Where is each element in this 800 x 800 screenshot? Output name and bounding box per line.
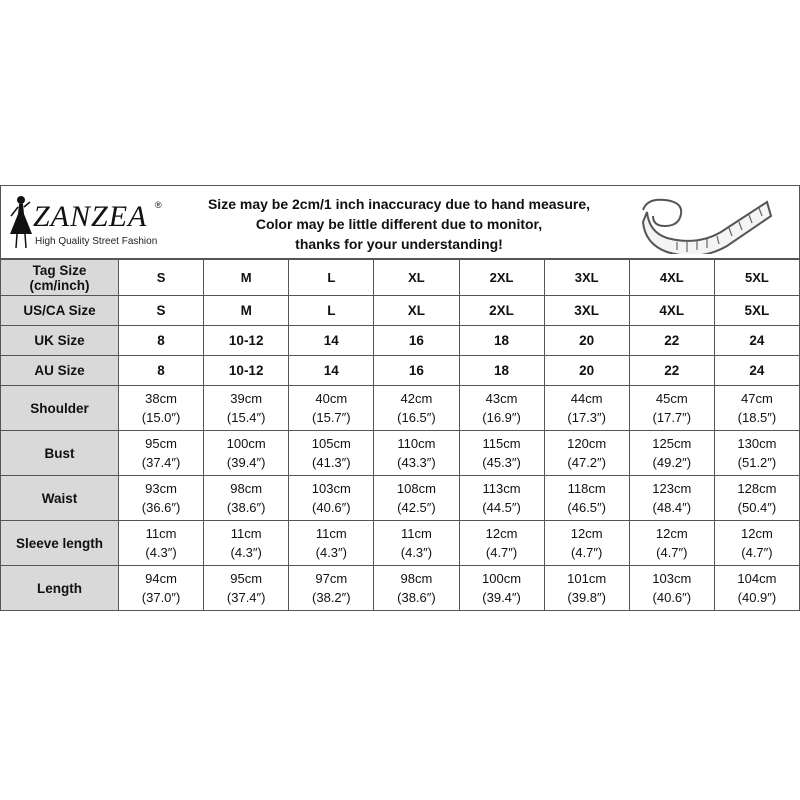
- table-cell: [459, 566, 544, 611]
- measuring-tape-icon: [637, 192, 773, 254]
- row-label: Sleeve length: [1, 521, 119, 566]
- row-label: US/CA Size: [1, 296, 119, 326]
- cell-cm: 98cm: [400, 571, 433, 586]
- table-cell: 24: [714, 356, 799, 386]
- cell-cm: 105cm: [311, 436, 351, 451]
- table-cell: [459, 386, 544, 431]
- table-cell: [119, 476, 204, 521]
- table-row: [1, 296, 800, 326]
- table-cell: L: [289, 296, 374, 326]
- table-cell: [544, 521, 629, 566]
- cell-inch: (18.5″): [737, 410, 777, 425]
- cell-cm: 93cm: [145, 481, 177, 496]
- table-cell: 4XL: [629, 296, 714, 326]
- table-cell: 3XL: [544, 296, 629, 326]
- cell-cm: 94cm: [145, 571, 177, 586]
- cell-cm: 125cm: [652, 436, 692, 451]
- table-cell: [289, 431, 374, 476]
- table-cell: 10-12: [204, 356, 289, 386]
- cell-inch: (39.4″): [482, 590, 521, 605]
- cell-cm: 123cm: [652, 481, 692, 496]
- notice-line: thanks for your understanding!: [295, 236, 503, 252]
- table-row: [1, 260, 800, 296]
- table-cell: 8: [119, 356, 204, 386]
- table-cell: [204, 476, 289, 521]
- cell-inch: (4.3″): [315, 545, 347, 560]
- table-cell: 10-12: [204, 326, 289, 356]
- table-cell: [459, 521, 544, 566]
- cell-inch: (37.4″): [141, 455, 181, 470]
- table-cell: 4XL: [629, 260, 714, 296]
- table-cell: [119, 566, 204, 611]
- brand-name: ZANZEA: [33, 200, 148, 233]
- table-row: [1, 521, 800, 566]
- cell-cm: 103cm: [311, 481, 351, 496]
- cell-cm: 98cm: [230, 481, 263, 496]
- cell-cm: 12cm: [741, 526, 773, 541]
- cell-inch: (50.4″): [737, 500, 777, 515]
- table-cell: 5XL: [714, 296, 799, 326]
- table-cell: S: [119, 296, 204, 326]
- table-cell: [544, 386, 629, 431]
- cell-inch: (4.7″): [485, 545, 518, 560]
- table-cell: 20: [544, 326, 629, 356]
- cell-inch: (4.7″): [741, 545, 773, 560]
- size-table: [0, 259, 800, 611]
- table-cell: [714, 431, 799, 476]
- cell-inch: (4.3″): [230, 545, 262, 560]
- table-cell: [289, 521, 374, 566]
- table-cell: [544, 566, 629, 611]
- cell-cm: 11cm: [230, 526, 262, 541]
- cell-inch: (37.0″): [141, 590, 181, 605]
- size-chart-header: [0, 185, 800, 259]
- table-cell: M: [204, 260, 289, 296]
- table-cell: 3XL: [544, 260, 629, 296]
- table-cell: 2XL: [459, 260, 544, 296]
- table-cell: L: [289, 260, 374, 296]
- cell-cm: 39cm: [230, 391, 263, 406]
- cell-inch: (16.9″): [482, 410, 521, 425]
- table-cell: [459, 476, 544, 521]
- brand-logo: [5, 194, 181, 252]
- cell-cm: 38cm: [145, 391, 177, 406]
- table-cell: 14: [289, 356, 374, 386]
- notice-line: Size may be 2cm/1 inch inaccuracy due to hand measure,: [207, 196, 591, 212]
- table-cell: [204, 521, 289, 566]
- table-row: [1, 566, 800, 611]
- table-cell: [119, 431, 204, 476]
- cell-inch: (44.5″): [482, 500, 521, 515]
- table-row: [1, 326, 800, 356]
- row-label: Bust: [1, 431, 119, 476]
- table-row: [1, 431, 800, 476]
- table-cell: [629, 431, 714, 476]
- table-cell: [289, 386, 374, 431]
- cell-inch: (16.5″): [397, 410, 436, 425]
- cell-cm: 104cm: [737, 571, 777, 586]
- table-cell: [374, 566, 459, 611]
- table-cell: [374, 476, 459, 521]
- notice-line: Color may be little different due to monitor,: [255, 216, 543, 232]
- cell-inch: (4.7″): [656, 545, 688, 560]
- measurement-notice: [189, 194, 609, 254]
- table-cell: 2XL: [459, 296, 544, 326]
- cell-inch: (40.6″): [652, 590, 692, 605]
- table-cell: [289, 566, 374, 611]
- table-cell: [629, 476, 714, 521]
- cell-inch: (17.3″): [567, 410, 606, 425]
- cell-inch: (38.6″): [226, 500, 266, 515]
- cell-inch: (15.0″): [141, 410, 181, 425]
- table-cell: [119, 521, 204, 566]
- table-cell: 16: [374, 326, 459, 356]
- table-cell: [374, 431, 459, 476]
- row-label: UK Size: [1, 326, 119, 356]
- cell-cm: 108cm: [396, 481, 436, 496]
- cell-inch: (41.3″): [312, 455, 351, 470]
- cell-cm: 12cm: [485, 526, 518, 541]
- cell-inch: (4.7″): [571, 545, 603, 560]
- table-cell: [629, 521, 714, 566]
- cell-cm: 11cm: [315, 526, 347, 541]
- cell-inch: (42.5″): [397, 500, 436, 515]
- cell-inch: (49.2″): [652, 455, 692, 470]
- cell-inch: (45.3″): [482, 455, 521, 470]
- cell-cm: 11cm: [401, 526, 432, 541]
- table-row: [1, 476, 800, 521]
- table-cell: 8: [119, 326, 204, 356]
- table-cell: 16: [374, 356, 459, 386]
- size-chart: [0, 185, 800, 615]
- table-cell: [629, 566, 714, 611]
- cell-inch: (15.4″): [226, 410, 266, 425]
- cell-cm: 95cm: [145, 436, 177, 451]
- cell-inch: (46.5″): [567, 500, 606, 515]
- table-cell: 18: [459, 326, 544, 356]
- cell-cm: 45cm: [655, 391, 688, 406]
- cell-cm: 47cm: [741, 391, 773, 406]
- cell-inch: (4.3″): [400, 545, 433, 560]
- cell-cm: 97cm: [315, 571, 348, 586]
- table-cell: [714, 476, 799, 521]
- cell-cm: 130cm: [737, 436, 777, 451]
- cell-inch: (43.3″): [397, 455, 436, 470]
- cell-inch: (37.4″): [226, 590, 266, 605]
- table-cell: XL: [374, 296, 459, 326]
- row-label: Shoulder: [1, 386, 119, 431]
- table-cell: [544, 431, 629, 476]
- row-label: AU Size: [1, 356, 119, 386]
- cell-cm: 11cm: [145, 526, 177, 541]
- cell-inch: (36.6″): [141, 500, 181, 515]
- row-label: Tag Size (cm/inch): [1, 260, 119, 296]
- table-cell: S: [119, 260, 204, 296]
- table-cell: [119, 386, 204, 431]
- cell-cm: 95cm: [230, 571, 263, 586]
- table-cell: [714, 386, 799, 431]
- table-cell: 20: [544, 356, 629, 386]
- cell-inch: (38.6″): [397, 590, 436, 605]
- cell-cm: 100cm: [482, 571, 522, 586]
- cell-cm: 42cm: [400, 391, 433, 406]
- table-cell: [204, 566, 289, 611]
- table-cell: [374, 386, 459, 431]
- cell-cm: 113cm: [482, 481, 521, 496]
- cell-cm: 110cm: [397, 436, 436, 451]
- cell-cm: 101cm: [567, 571, 607, 586]
- table-cell: [204, 386, 289, 431]
- cell-inch: (15.7″): [312, 410, 351, 425]
- cell-inch: (47.2″): [567, 455, 606, 470]
- cell-cm: 44cm: [570, 391, 603, 406]
- cell-cm: 118cm: [567, 481, 606, 496]
- cell-cm: 40cm: [315, 391, 348, 406]
- table-cell: [459, 431, 544, 476]
- cell-inch: (40.9″): [737, 590, 777, 605]
- table-cell: [289, 476, 374, 521]
- table-cell: 22: [629, 356, 714, 386]
- table-cell: 22: [629, 326, 714, 356]
- table-cell: [714, 521, 799, 566]
- cell-cm: 103cm: [652, 571, 692, 586]
- row-label: Waist: [1, 476, 119, 521]
- cell-inch: (51.2″): [737, 455, 777, 470]
- table-row: [1, 356, 800, 386]
- cell-cm: 12cm: [655, 526, 688, 541]
- cell-inch: (39.4″): [226, 455, 266, 470]
- table-cell: 18: [459, 356, 544, 386]
- cell-inch: (48.4″): [652, 500, 692, 515]
- brand-tagline: High Quality Street Fashion: [35, 236, 158, 247]
- table-cell: [204, 431, 289, 476]
- table-cell: M: [204, 296, 289, 326]
- cell-inch: (17.7″): [652, 410, 692, 425]
- table-cell: 5XL: [714, 260, 799, 296]
- table-cell: 24: [714, 326, 799, 356]
- table-cell: [544, 476, 629, 521]
- cell-cm: 128cm: [737, 481, 777, 496]
- table-cell: [629, 386, 714, 431]
- table-cell: [374, 521, 459, 566]
- cell-cm: 120cm: [567, 436, 607, 451]
- cell-inch: (38.2″): [312, 590, 351, 605]
- cell-cm: 12cm: [570, 526, 603, 541]
- cell-inch: (40.6″): [312, 500, 351, 515]
- cell-cm: 43cm: [485, 391, 518, 406]
- table-cell: XL: [374, 260, 459, 296]
- registered-mark: ®: [155, 200, 162, 210]
- table-cell: [714, 566, 799, 611]
- cell-cm: 115cm: [482, 436, 521, 451]
- dress-figure-icon: [5, 194, 35, 252]
- table-cell: 14: [289, 326, 374, 356]
- cell-inch: (4.3″): [145, 545, 177, 560]
- row-label: Length: [1, 566, 119, 611]
- table-row: [1, 386, 800, 431]
- cell-inch: (39.8″): [567, 590, 606, 605]
- cell-cm: 100cm: [226, 436, 266, 451]
